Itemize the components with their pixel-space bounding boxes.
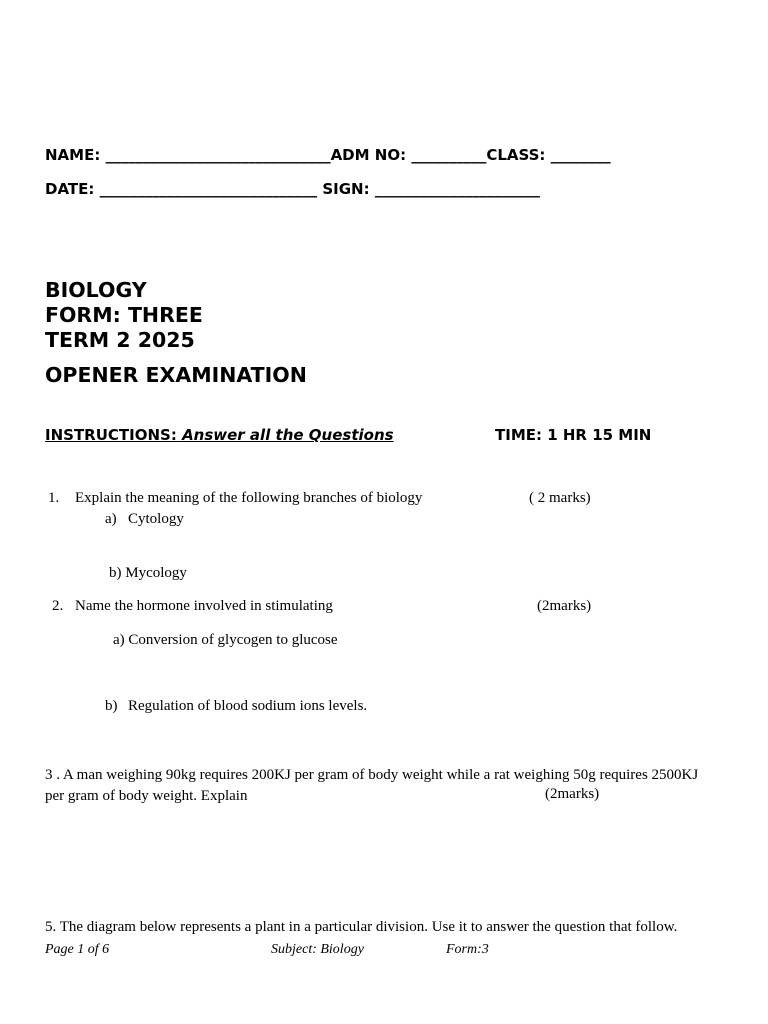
- exam-term: TERM 2 2025: [45, 328, 195, 352]
- footer-subject: Subject: Biology: [271, 942, 364, 957]
- date-line: [45, 180, 540, 198]
- exam-form: FORM: THREE: [45, 303, 203, 327]
- q5-text: 5. The diagram below represents a plant in a particular division. Use it to answer the question that follow.: [45, 919, 678, 935]
- q3-marks: (2marks): [545, 786, 600, 802]
- q2-text: Name the hormone involved in stimulating: [75, 598, 333, 614]
- exam-type: OPENER EXAMINATION: [45, 363, 307, 387]
- name-line: [45, 146, 611, 164]
- instructions-text: Answer all the Questions: [182, 426, 394, 444]
- q2-marks: (2marks): [537, 598, 592, 614]
- q3-text: 3 . A man weighing 90kg requires 200KJ per gram of body weight while a rat weighing 50g requires 2500KJ per gram of body weight. Explain: [45, 767, 699, 804]
- date-blank[interactable]: _____________________________: [99, 180, 318, 198]
- q1-number: 1.: [48, 490, 60, 506]
- q2-b-label: b): [105, 698, 118, 714]
- adm-label: ADM NO:: [330, 146, 407, 164]
- exam-time: TIME: 1 HR 15 MIN: [495, 426, 652, 444]
- footer-page: Page 1 of 6: [45, 942, 110, 957]
- q1-a-label: a): [105, 511, 117, 527]
- sign-label: SIGN:: [322, 180, 370, 198]
- class-label: CLASS:: [486, 146, 546, 164]
- adm-blank[interactable]: __________: [411, 146, 487, 164]
- instructions-label: INSTRUCTIONS:: [45, 426, 183, 444]
- q1-b-text: b) Mycology: [109, 565, 187, 581]
- q1-a-text: Cytology: [128, 511, 184, 527]
- name-blank[interactable]: ______________________________: [105, 146, 331, 164]
- q2-a-text: a) Conversion of glycogen to glucose: [113, 632, 338, 648]
- q1-text: Explain the meaning of the following branches of biology: [75, 490, 423, 506]
- class-blank[interactable]: ________: [550, 146, 611, 164]
- exam-subject: BIOLOGY: [45, 278, 147, 302]
- name-label: NAME:: [45, 146, 101, 164]
- q1-marks: ( 2 marks): [529, 490, 591, 506]
- footer-form: Form:3: [446, 942, 489, 957]
- q2-b-text: Regulation of blood sodium ions levels.: [128, 698, 368, 714]
- q2-number: 2.: [52, 598, 64, 614]
- instructions: [45, 426, 394, 444]
- sign-blank[interactable]: ______________________: [374, 180, 540, 198]
- date-label: DATE:: [45, 180, 95, 198]
- exam-title-block: [45, 278, 203, 353]
